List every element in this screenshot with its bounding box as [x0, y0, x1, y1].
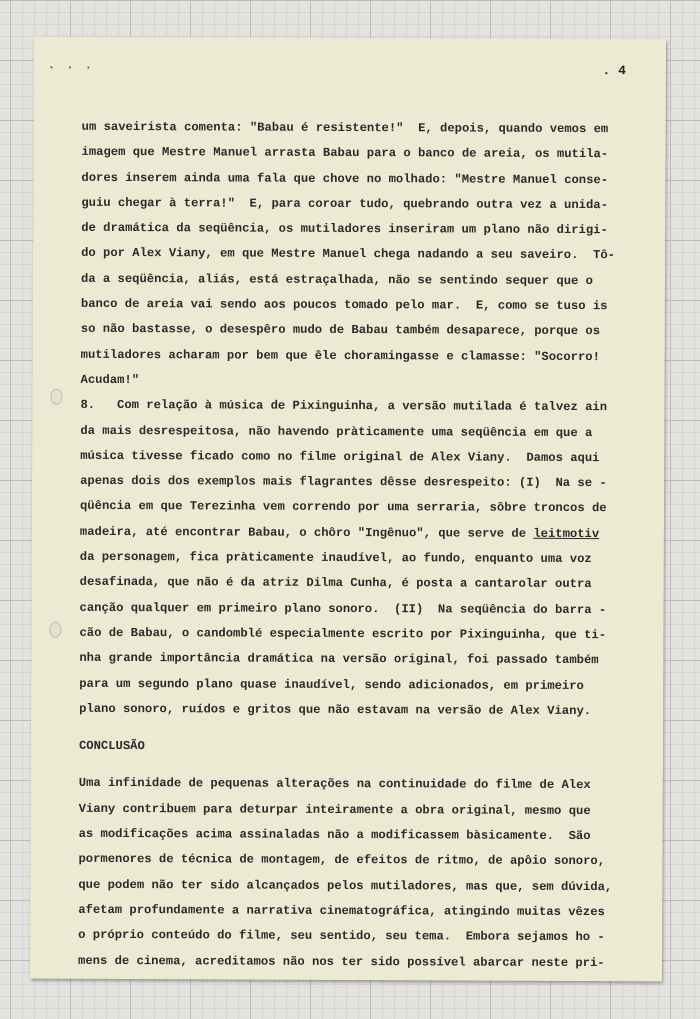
text-line: 8. Com relação à música de Pixinguinha, a versão mutilada é talvez ain [80, 398, 608, 415]
document-body [78, 115, 642, 976]
paragraph-8 [79, 393, 640, 724]
text-line: desafinada, que não é da atriz Dilma Cunha, é posta a cantarolar outra [79, 575, 592, 592]
page-number: . 4 [602, 63, 626, 79]
text-line: que podem não ter sido alcançados pelos mutiladores, mas que, sem dúvida, [78, 877, 613, 894]
section-heading: CONCLUSÃO [78, 738, 145, 754]
text-line: apenas dois dos exemplos mais flagrantes dêsse desrespeito: (I) Na se - [80, 473, 607, 491]
punch-hole [50, 389, 62, 405]
text-line: plano sonoro, ruídos e gritos que não estavam na versão de Alex Viany. [79, 701, 592, 718]
text-line: guiu chegar à terra!" E, para coroar tudo, quebrando outra vez a unida- [81, 195, 608, 213]
text-line: afetam profundamente a narrativa cinematográfica, atingindo muitas vêzes [78, 902, 605, 920]
text-line: cão de Babau, o candomblé especialmente escrito por Pixinguinha, que ti- [79, 625, 607, 643]
text-line: canção qualquer em primeiro plano sonoro. (II) Na seqüência do barra - [79, 600, 607, 617]
paragraph-continuation [81, 115, 642, 396]
punch-hole [49, 622, 61, 638]
text-line: dores inserem ainda uma fala que chove no molhado: "Mestre Manuel conse- [81, 170, 609, 187]
text-line: da a seqüência, aliás, está estraçalhada, não se sentindo sequer que o [80, 271, 593, 288]
header-marks: · · · [47, 60, 94, 75]
typewritten-page [30, 37, 666, 982]
text-line: pormenores de técnica de montagem, de efeitos de ritmo, de apôio sonoro, [78, 852, 606, 869]
text-line: as modificações acima assinaladas não a modificassem bàsicamente. São [78, 826, 591, 844]
text-line: imagem que Mestre Manuel arrasta Babau para o banco de areia, os mutila- [81, 145, 609, 162]
text-line: da mais desrespeitosa, não havendo pràticamente uma seqüência em que a [80, 423, 593, 440]
underlined-word: leitmotiv [533, 526, 600, 541]
text-line: para um segundo plano quase inaudível, sendo adicionados, em primeiro [79, 676, 584, 693]
text-line: da personagem, fica pràticamente inaudível, ao fundo, enquanto uma voz [79, 549, 592, 567]
paragraph-conclusion [78, 771, 639, 976]
text-line: de dramática da seqüência, os mutiladores inseriram um plano não dirigi- [81, 221, 608, 238]
text-line: um saveirista comenta: "Babau é resistente!" E, depois, quando vemos em [81, 119, 609, 137]
text-line: mens de cinema, acreditamos não nos ter sido possível abarcar neste pri- [77, 953, 605, 970]
text-line: qüência em que Terezinha vem correndo por uma serraria, sôbre troncos de [79, 499, 607, 516]
text-line: nha grande importância dramática na versão original, foi passado também [79, 651, 599, 668]
text-line: madeira, até encontrar Babau, o chôro "Ingênuo", que serve de leitmotiv [79, 524, 600, 541]
text-line: Viany contribuem para deturpar inteiramente a obra original, mesmo que [78, 801, 591, 818]
text-line: do por Alex Viany, em que Mestre Manuel chega nadando a seu saveiro. Tô- [81, 246, 616, 263]
text-line: música tivesse ficado como no filme original de Alex Viany. Damos aqui [80, 448, 600, 465]
text-line: banco de areia vai sendo aos poucos tomado pelo mar. E, como se tuso is [80, 296, 608, 314]
text-line: o próprio conteúdo do filme, seu sentido, seu tema. Embora sejamos ho - [78, 928, 605, 945]
text-line: so não bastasse, o desespêro mudo de Babau também desaparece, porque os [80, 322, 601, 339]
text-line: Acudam!" [80, 372, 140, 388]
text-line: mutiladores acharam por bem que êle choramingasse e clamasse: "Socorro! [80, 347, 600, 364]
text-line: Uma infinidade de pequenas alterações na continuidade do filme de Alex [78, 776, 591, 793]
